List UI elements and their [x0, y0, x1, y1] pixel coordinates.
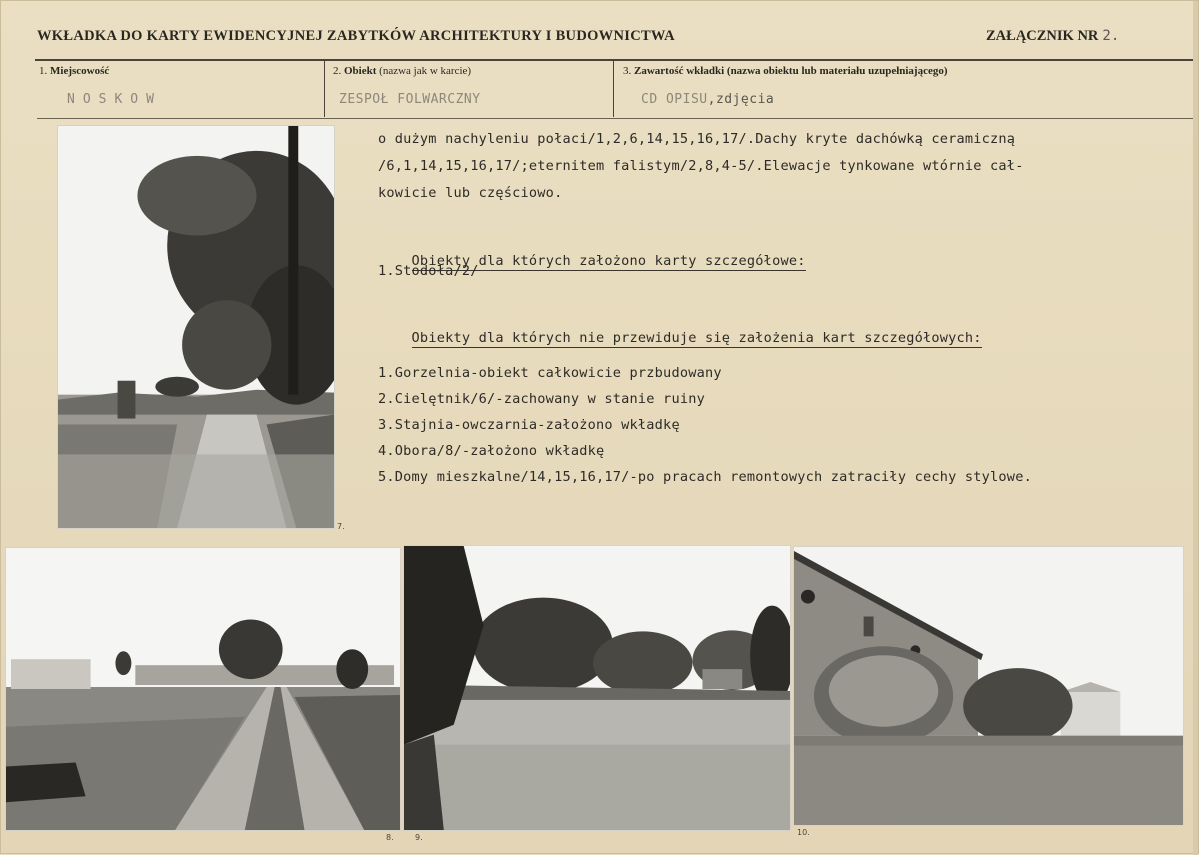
no-card-item-5: 5.Domy mieszkalne/14,15,16,17/-po pracach remontowych zatraciły cechy stylowe. [378, 469, 1032, 485]
content-value [641, 92, 774, 107]
photo-7-number: 7. [337, 522, 345, 531]
annex-label [986, 28, 1119, 45]
content-number: 3. [623, 65, 632, 77]
bottom-field-rule [37, 118, 1195, 119]
content-label [623, 65, 948, 77]
photo-pond [403, 545, 791, 831]
heading-no-cards [378, 314, 982, 362]
heading-no-cards-text: Obiekty dla których nie przewiduje się założenia kart szczegółowych: [411, 330, 982, 346]
object-label [333, 65, 471, 77]
object-hint: (nazwa jak w karcie) [379, 65, 472, 77]
field-divider-1 [324, 61, 325, 117]
photo-building [793, 546, 1184, 826]
photo-10-number: 10. [797, 828, 810, 837]
body-line-2: /6,1,14,15,16,17/;eternitem falistym/2,8,4-5/.Elewacje tynkowane wtórnie cał- [378, 158, 1024, 174]
top-rule [35, 59, 1193, 61]
photo-8-number: 8. [386, 833, 394, 842]
locality-value: NOSKOW [67, 92, 162, 107]
annex-number: 2. [1102, 28, 1120, 44]
no-card-item-3: 3.Stajnia-owczarnia-założono wkładkę [378, 417, 680, 433]
locality-label [39, 65, 109, 77]
locality-label-text: Miejscowość [50, 65, 110, 77]
object-value: ZESPOŁ FOLWARCZNY [339, 92, 481, 107]
content-value-text: ,zdjęcia [707, 92, 775, 107]
field-divider-2 [613, 61, 614, 117]
card-title: WKŁADKA DO KARTY EWIDENCYJNEJ ZABYTKÓW ARCHITEKTURY I BUDOWNICTWA [37, 28, 675, 44]
annex-label-text: ZAŁĄCZNIK NR [986, 28, 1099, 44]
content-value-faded: CD OPISU [641, 92, 708, 107]
content-label-text: Zawartość wkładki [634, 65, 725, 77]
locality-number: 1. [39, 65, 48, 77]
body-line-1: o dużym nachyleniu połaci/1,2,6,14,15,16,17/.Dachy kryte dachówką ceramiczną [378, 131, 1016, 147]
body-line-3: kowicie lub częściowo. [378, 185, 563, 201]
no-card-item-1: 1.Gorzelnia-obiekt całkowicie przbudowany [378, 365, 722, 381]
content-hint: (nazwa obiektu lub materiału uzupełniającego) [726, 65, 948, 77]
object-label-text: Obiekt [344, 65, 377, 77]
no-card-item-2: 2.Cielętnik/6/-zachowany w stanie ruiny [378, 391, 705, 407]
object-number: 2. [333, 65, 342, 77]
detailed-card-item-1: 1.Stodoła/2/ [378, 263, 479, 279]
photo-tree-field [57, 125, 335, 529]
no-card-item-4: 4.Obora/8/-założono wkładkę [378, 443, 605, 459]
heading-detailed-cards-text: Obiekty dla których założono karty szczegółowe: [411, 253, 806, 269]
photo-farm-road [5, 547, 401, 831]
photo-9-number: 9. [415, 833, 423, 842]
card-right-edge [1193, 1, 1198, 855]
